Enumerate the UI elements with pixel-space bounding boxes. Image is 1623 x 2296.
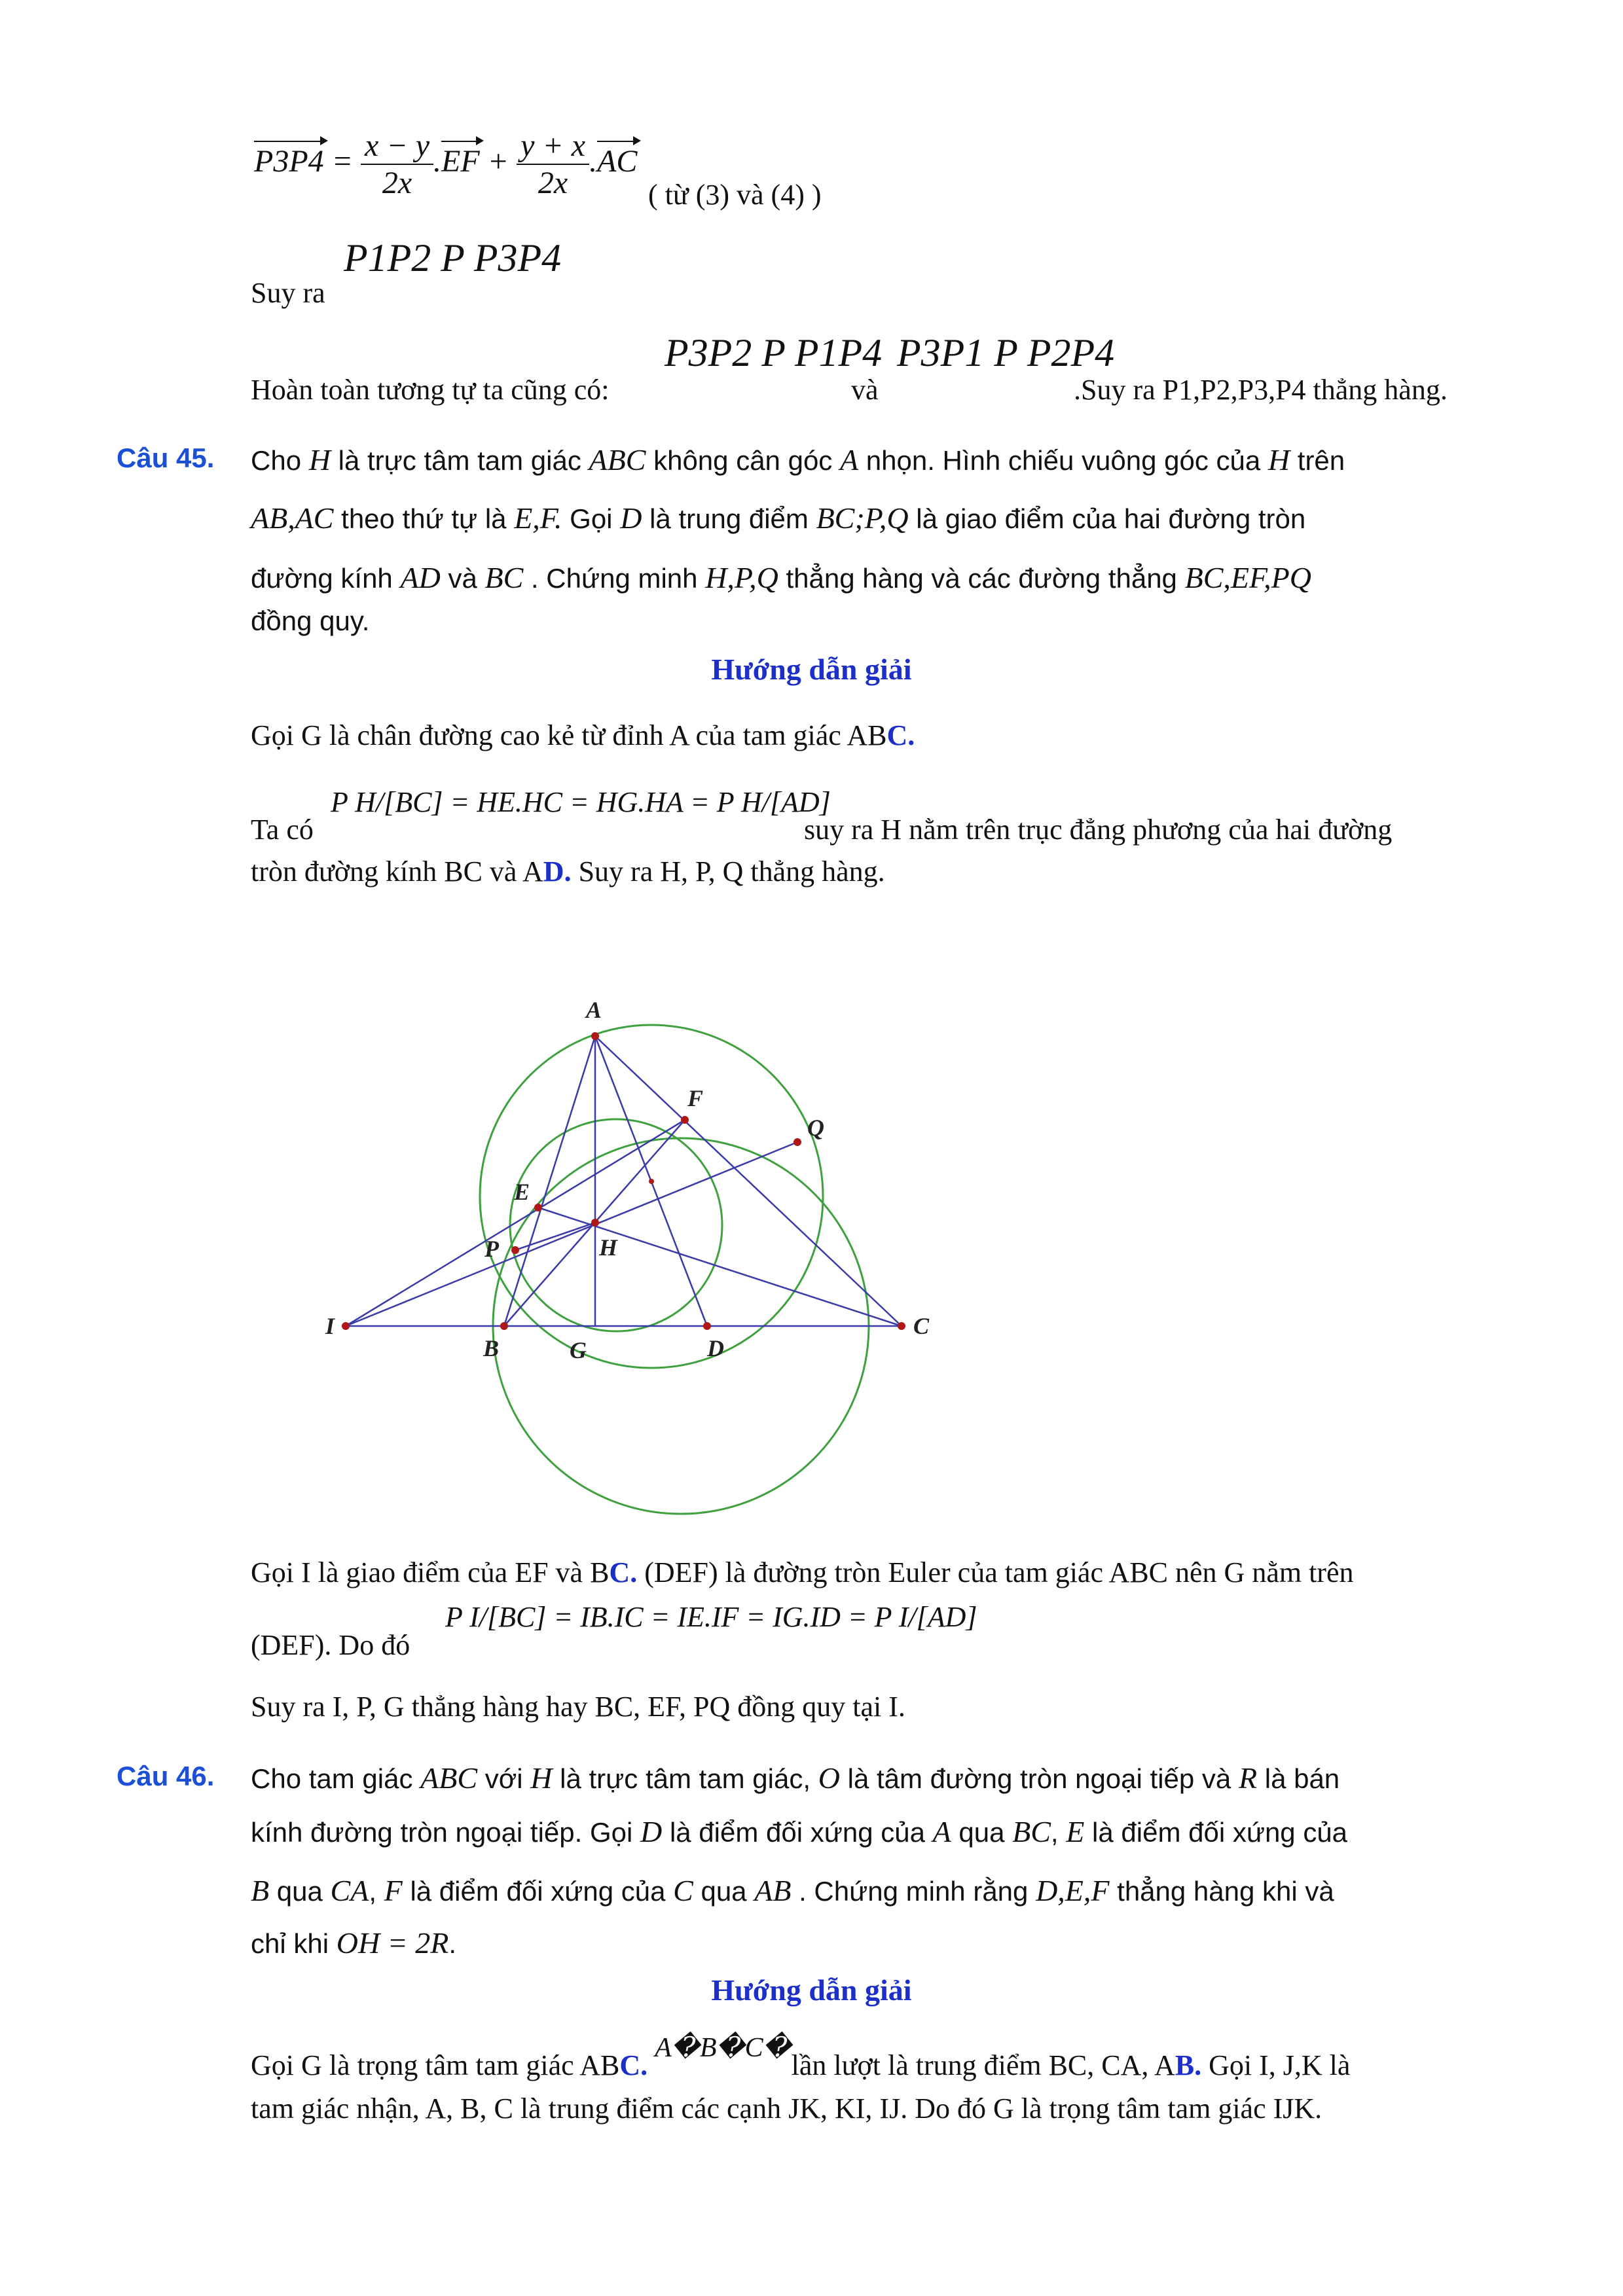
q46-line4 <box>251 1926 456 1960</box>
q46-line1 <box>251 1761 1340 1795</box>
t: qua <box>276 1876 323 1907</box>
t: D. <box>543 855 572 888</box>
t: và <box>448 563 477 594</box>
frac1-num: x − y <box>361 128 433 165</box>
t: với <box>484 1763 523 1794</box>
line-ac <box>595 1036 902 1326</box>
t: là điểm đối xứng của <box>1092 1817 1348 1848</box>
t: Gọi <box>570 503 613 534</box>
t: là điểm đối xứng của <box>410 1876 666 1907</box>
t: là trực tâm tam giác, <box>560 1763 811 1794</box>
m: CA <box>330 1874 369 1907</box>
vec-ac: AC <box>597 144 638 179</box>
suyra-expr: P1P2 P P3P4 <box>344 236 562 279</box>
m: H,P,Q <box>705 561 778 594</box>
point-center <box>649 1179 654 1184</box>
label-b: B <box>483 1335 500 1361</box>
q45-label: Câu 45. <box>117 442 215 473</box>
m: C <box>673 1874 693 1907</box>
hoantoan-and: và <box>851 374 879 406</box>
point-c <box>898 1322 905 1330</box>
t: thẳng hàng khi và <box>1117 1876 1334 1907</box>
point-b <box>500 1322 508 1330</box>
m: BC;P,Q <box>816 501 909 535</box>
geometry-figure <box>308 975 976 1518</box>
frac2-den: 2x <box>538 166 568 200</box>
line-iq <box>346 1142 797 1326</box>
m: H <box>308 443 331 476</box>
label-f: F <box>687 1085 704 1111</box>
t: B. <box>1175 2049 1202 2081</box>
q45-p3 <box>251 853 885 890</box>
q46-p2: tam giác nhận, A, B, C là trung điểm các cạnh JK, KI, IJ. Do đó G là trọng tâm tam giác IJK. <box>251 2092 1322 2125</box>
m: ABC <box>589 443 646 476</box>
suyra-label: Suy ra <box>251 277 325 309</box>
t: tròn đường kính BC và A <box>251 855 543 888</box>
t: Gọi G là chân đường cao kẻ từ đỉnh A của tam giác AB <box>251 719 887 751</box>
t: , <box>369 1876 376 1907</box>
t: là trực tâm tam giác <box>338 445 581 476</box>
vec-ef: EF <box>441 144 480 179</box>
t: là bán <box>1264 1763 1340 1794</box>
t: qua <box>701 1876 747 1907</box>
t: đường kính <box>251 563 393 594</box>
m: ABC <box>420 1761 478 1795</box>
q45-p2-rest: suy ra H nằm trên trục đẳng phương của hai đường <box>804 814 1393 846</box>
m: BC <box>1012 1815 1051 1848</box>
q45-p2-taco: Ta có <box>251 814 314 846</box>
q45-line2 <box>251 501 1305 535</box>
label-p: P <box>484 1236 499 1262</box>
m: AD <box>400 561 441 594</box>
point-p <box>511 1246 519 1254</box>
t: không cân góc <box>653 445 833 476</box>
t: chỉ khi <box>251 1928 329 1959</box>
m: A <box>839 443 859 476</box>
formula-p3p4: P3P4 = $\frac{x - y}{2x}$ .EF + $\frac{y + x}{2x}$ .AC <box>254 128 638 200</box>
abc-prime-glyph: A�B�C� <box>655 2033 792 2063</box>
q46-p1 <box>251 2033 1351 2085</box>
m: OH = 2R <box>336 1926 449 1960</box>
t: là trung điểm <box>649 503 809 534</box>
frac1-den: 2x <box>382 166 412 200</box>
m: D <box>620 501 642 535</box>
label-i: I <box>325 1313 335 1339</box>
m: H <box>1267 443 1290 476</box>
hoantoan-expr2: P3P1 P P2P4 <box>897 331 1115 374</box>
m: AB <box>754 1874 792 1907</box>
t: , <box>1050 1817 1059 1848</box>
label-e: E <box>514 1179 530 1205</box>
m: D,E,F <box>1036 1874 1110 1907</box>
m: E,F. <box>514 501 562 535</box>
t: C. <box>619 2049 648 2081</box>
t: (DEF) là đường tròn Euler của tam giác ABC nên G nằm trên <box>644 1556 1354 1588</box>
m: O <box>818 1761 840 1795</box>
q45-line1 <box>251 442 1345 477</box>
hoantoan-expr1: P3P2 P P1P4 <box>665 331 883 374</box>
q45-line3 <box>251 560 1311 595</box>
m: BC <box>484 561 524 594</box>
t: theo thứ tự là <box>341 503 507 534</box>
t: Cho <box>251 445 302 476</box>
q45-heading: Hướng dẫn giải <box>711 653 912 686</box>
frac1 <box>361 128 433 201</box>
label-d: D <box>707 1335 724 1361</box>
label-c: C <box>913 1313 930 1339</box>
t: qua <box>958 1817 1005 1848</box>
t: C. <box>609 1556 638 1588</box>
m: D <box>640 1815 663 1848</box>
vec-p3p4: P3P4 <box>254 144 324 179</box>
m: H <box>530 1761 553 1795</box>
q45-p6: Suy ra I, P, G thẳng hàng hay BC, EF, PQ đồng quy tại I. <box>251 1691 905 1723</box>
t: trên <box>1297 445 1345 476</box>
point-q <box>793 1138 801 1146</box>
label-h: H <box>599 1234 618 1261</box>
circle-diameter-ad <box>480 1025 823 1368</box>
t: . <box>448 1928 456 1959</box>
point-i <box>342 1322 350 1330</box>
q45-p2-formula: P H/[BC] = HE.HC = HG.HA = P H/[AD] <box>331 786 831 818</box>
t: Gọi G là trọng tâm tam giác AB <box>251 2049 620 2081</box>
t: là giao điểm của hai đường tròn <box>916 503 1306 534</box>
t: Gọi I, J,K là <box>1209 2049 1351 2081</box>
m: B <box>251 1874 270 1907</box>
label-g: G <box>570 1337 587 1363</box>
q46-heading: Hướng dẫn giải <box>711 1973 912 2007</box>
frac2-num: y + x <box>517 128 589 165</box>
q45-line4: đồng quy. <box>251 605 370 636</box>
t: nhọn. Hình chiếu vuông góc của <box>866 445 1261 476</box>
t: thẳng hàng và các đường thẳng <box>786 563 1177 594</box>
frac2 <box>517 128 589 201</box>
label-a: A <box>586 997 602 1023</box>
t: Cho tam giác <box>251 1763 413 1794</box>
hoantoan-text1: Hoàn toàn tương tự ta cũng có: <box>251 374 610 406</box>
t: là tâm đường tròn ngoại tiếp và <box>847 1763 1231 1794</box>
q45-p4 <box>251 1554 1354 1591</box>
m: E <box>1066 1815 1085 1848</box>
point-h <box>591 1219 599 1227</box>
formula1-note: ( từ (3) và (4) ) <box>648 179 822 211</box>
t: Suy ra H, P, Q thẳng hàng. <box>578 855 885 888</box>
q45-p1 <box>251 717 915 754</box>
q45-p5-formula: P I/[BC] = IB.IC = IE.IF = IG.ID = P I/[AD] <box>445 1601 977 1633</box>
t: . Chứng minh rằng <box>799 1876 1029 1907</box>
q46-line3 <box>251 1873 1334 1908</box>
point-d <box>703 1322 711 1330</box>
label-q: Q <box>807 1115 824 1141</box>
q45-p5a: (DEF). Do đó <box>251 1629 410 1661</box>
m: R <box>1238 1761 1258 1795</box>
t: lần lượt là trung điểm BC, CA, A <box>791 2049 1175 2081</box>
t: Gọi I là giao điểm của EF và B <box>251 1556 610 1588</box>
m: A <box>932 1815 951 1848</box>
t: . Chứng minh <box>530 563 698 594</box>
hoantoan-text2: .Suy ra P1,P2,P3,P4 thẳng hàng. <box>1074 374 1448 406</box>
point-e <box>534 1204 542 1211</box>
q46-label: Câu 46. <box>117 1761 215 1791</box>
m: BC,EF,PQ <box>1184 561 1311 594</box>
point-f <box>681 1116 689 1124</box>
t: kính đường tròn ngoại tiếp. Gọi <box>251 1817 633 1848</box>
point-a <box>591 1032 599 1040</box>
circle-euler <box>510 1119 722 1331</box>
line-if <box>346 1120 685 1326</box>
t: C. <box>886 719 915 751</box>
t: là điểm đối xứng của <box>669 1817 925 1848</box>
m: AB,AC <box>251 501 334 535</box>
m: F <box>384 1874 403 1907</box>
q46-line2 <box>251 1814 1347 1849</box>
